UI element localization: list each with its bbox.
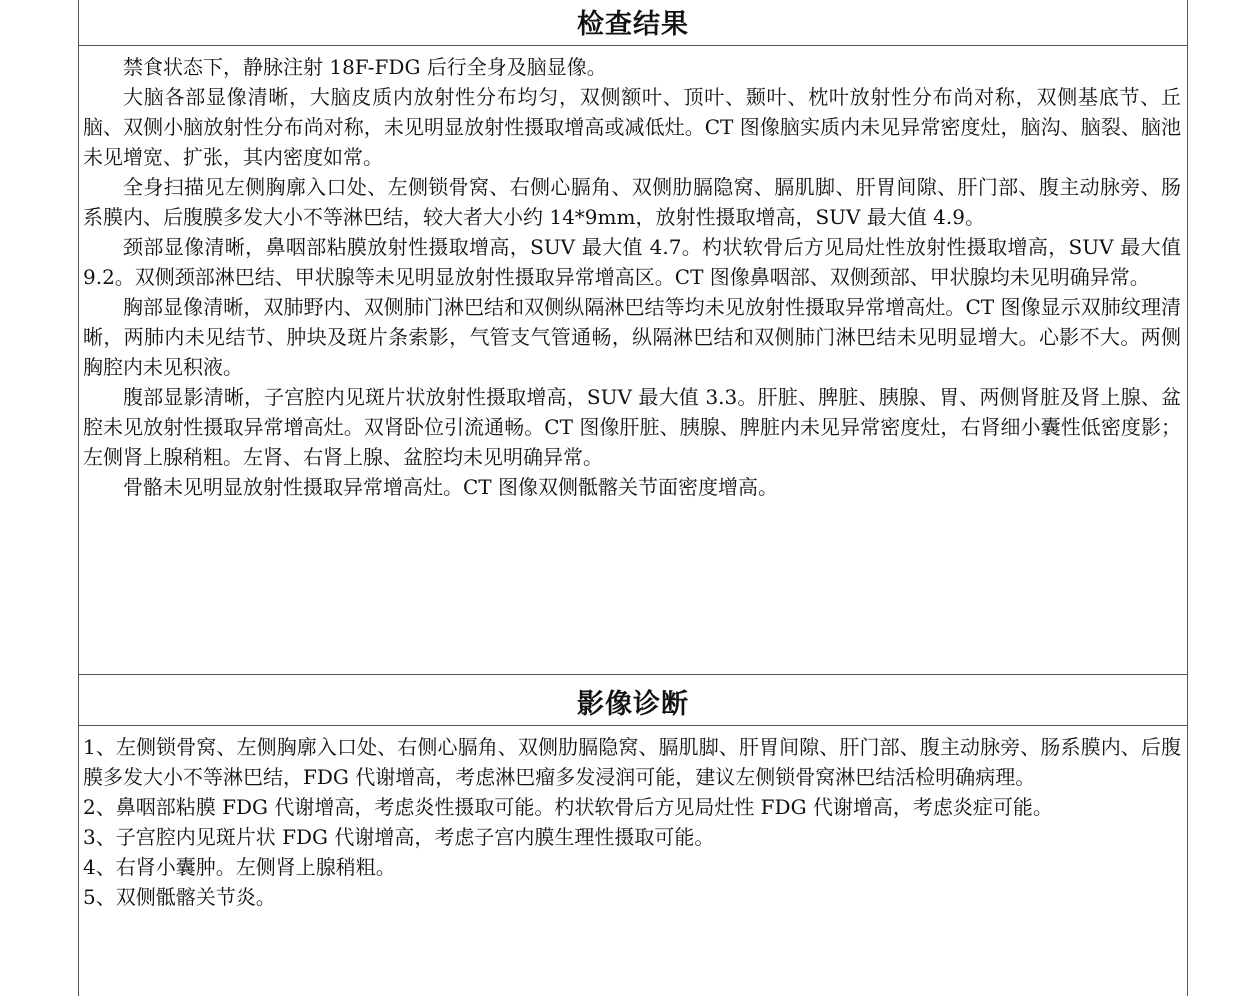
findings-paragraph-abdomen: 腹部显影清晰，子宫腔内见斑片状放射性摄取增高，SUV 最大值 3.3。肝脏、脾脏、胰腺、胃、两侧肾脏及肾上腺、盆腔未见放射性摄取异常增高灶。双肾卧位引流通畅。CT 图像肝脏、胰腺、脾脏内未见异常密度灶，右肾细小囊性低密度影；左侧肾上腺稍粗。左肾、右肾上腺、盆腔均未见明确异常。 — [83, 385, 1181, 469]
report-sheet — [78, 0, 1188, 996]
diagnosis-item-3: 3、子宫腔内见斑片状 FDG 代谢增高，考虑子宫内膜生理性摄取可能。 — [83, 825, 715, 849]
findings-divider — [79, 45, 1187, 46]
findings-paragraph-whole-body: 全身扫描见左侧胸廓入口处、左侧锁骨窝、右侧心膈角、双侧肋膈隐窝、膈肌脚、肝胃间隙、肝门部、腹主动脉旁、肠系膜内、后腹膜多发大小不等淋巴结，较大者大小约 14*9mm，放射性摄取增高，SUV 最大值 4.9。 — [83, 175, 1181, 229]
diagnosis-body — [83, 732, 1181, 912]
diagnosis-title: 影像诊断 — [577, 689, 689, 720]
findings-body — [83, 52, 1181, 502]
diagnosis-item-4: 4、右肾小囊肿。左侧肾上腺稍粗。 — [83, 855, 396, 879]
findings-paragraph-chest: 胸部显像清晰，双肺野内、双侧肺门淋巴结和双侧纵隔淋巴结等均未见放射性摄取异常增高灶。CT 图像显示双肺纹理清晰，两肺内未见结节、肿块及斑片条索影，气管支气管通畅，纵隔淋巴结和双侧肺门淋巴结未见明显增大。心影不大。两侧胸腔内未见积液。 — [83, 295, 1181, 379]
diagnosis-top-divider — [79, 674, 1187, 675]
findings-paragraph-fasting: 禁食状态下，静脉注射 18F-FDG 后行全身及脑显像。 — [123, 55, 607, 79]
findings-paragraph-brain: 大脑各部显像清晰，大脑皮质内放射性分布均匀，双侧额叶、顶叶、颞叶、枕叶放射性分布尚对称，双侧基底节、丘脑、双侧小脑放射性分布尚对称，未见明显放射性摄取增高或减低灶。CT 图像脑实质内未见异常密度灶，脑沟、脑裂、脑池未见增宽、扩张，其内密度如常。 — [83, 85, 1181, 169]
findings-paragraph-bone: 骨骼未见明显放射性摄取异常增高灶。CT 图像双侧骶髂关节面密度增高。 — [123, 475, 778, 499]
diagnosis-item-1: 1、左侧锁骨窝、左侧胸廓入口处、右侧心膈角、双侧肋膈隐窝、膈肌脚、肝胃间隙、肝门部、腹主动脉旁、肠系膜内、后腹膜多发大小不等淋巴结，FDG 代谢增高，考虑淋巴瘤多发浸润可能，建议左侧锁骨窝淋巴结活检明确病理。 — [83, 735, 1181, 789]
diagnosis-item-5: 5、双侧骶髂关节炎。 — [83, 885, 276, 909]
diagnosis-item-2: 2、鼻咽部粘膜 FDG 代谢增高，考虑炎性摄取可能。杓状软骨后方见局灶性 FDG 代谢增高，考虑炎症可能。 — [83, 795, 1053, 819]
findings-paragraph-neck: 颈部显像清晰，鼻咽部粘膜放射性摄取增高，SUV 最大值 4.7。杓状软骨后方见局灶性放射性摄取增高，SUV 最大值 9.2。双侧颈部淋巴结、甲状腺等未见明显放射性摄取异常增高区。CT 图像鼻咽部、双侧颈部、甲状腺均未见明确异常。 — [83, 235, 1181, 289]
findings-title: 检查结果 — [577, 9, 689, 40]
diagnosis-divider — [79, 725, 1187, 726]
